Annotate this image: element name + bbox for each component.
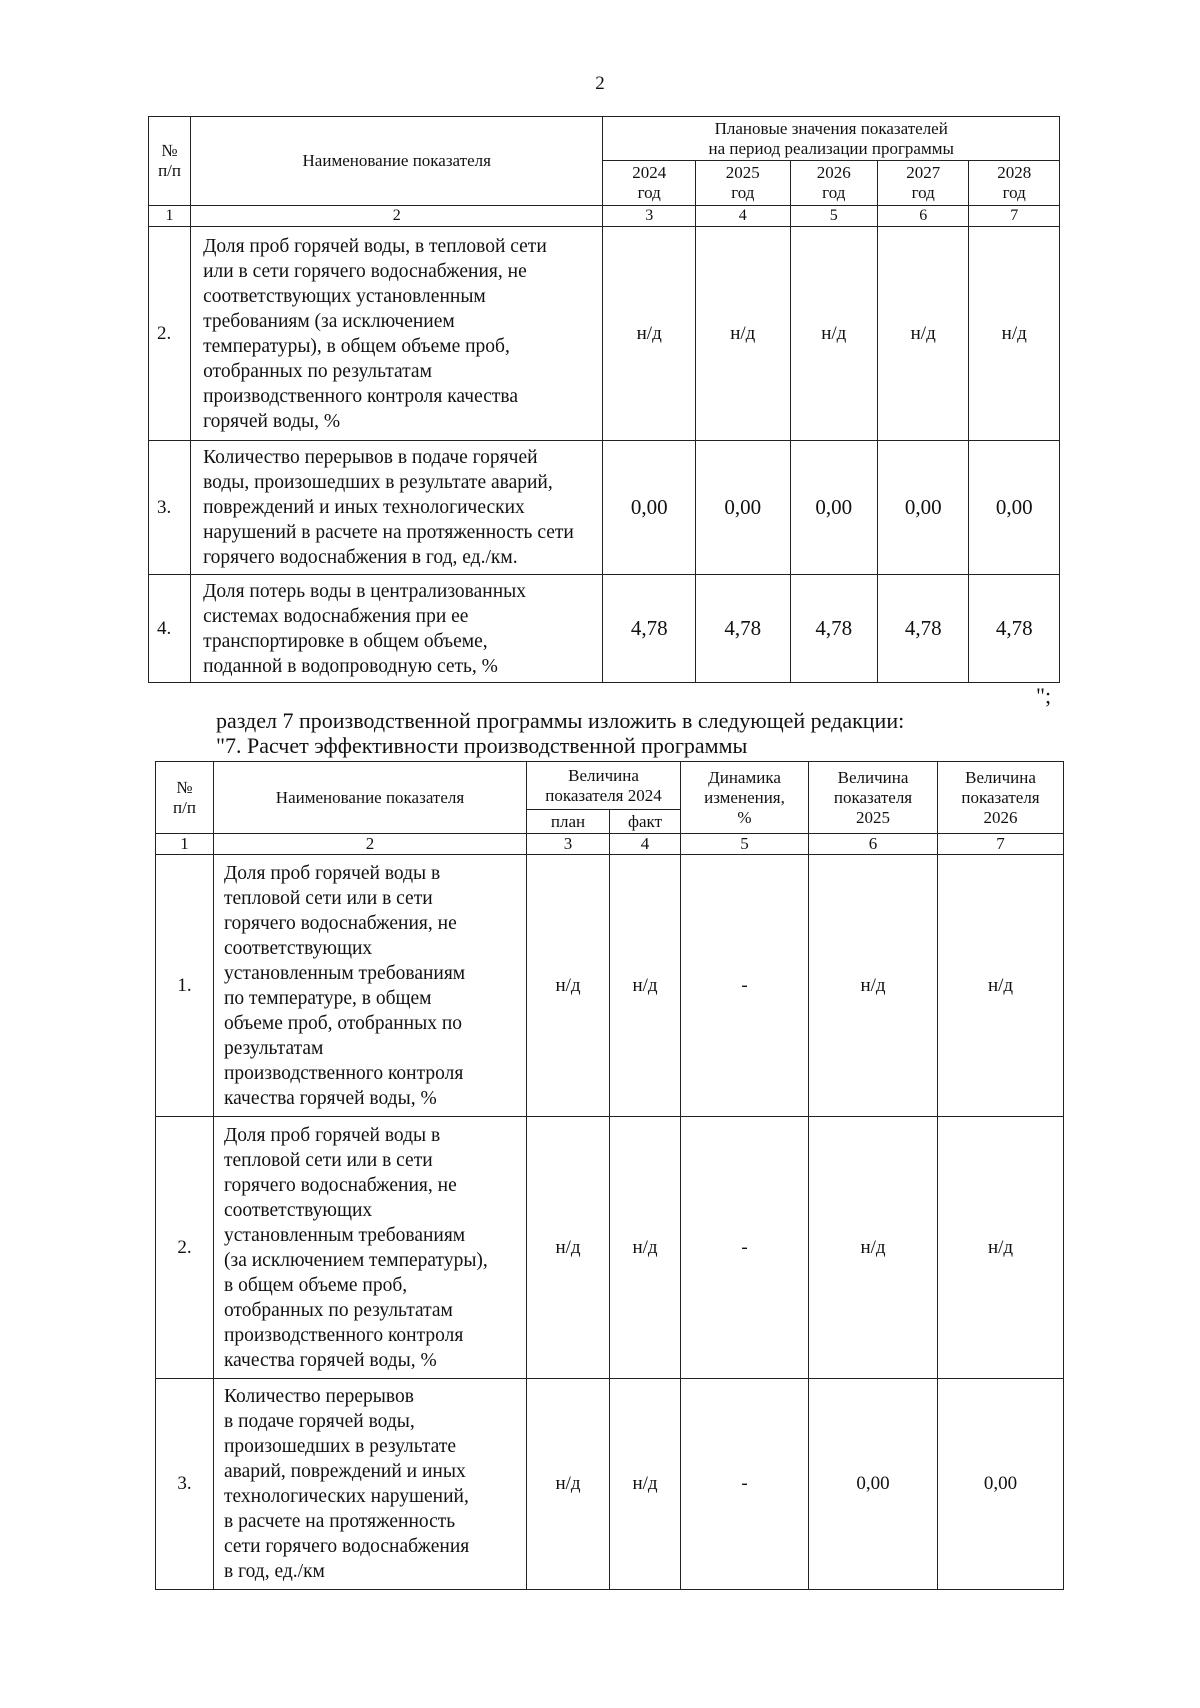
table-row: 3. Количество перерывов в подаче горячей воды, произошедших в результате аварий, повреждений и иных технологических нарушений в расчете на протяженность сети горячего водоснабжения в год, ед./км. 0,00 0,00 0,00 0,00 0,00	[149, 441, 1060, 575]
header-number-col: № п/п	[156, 762, 214, 834]
header-fact: факт	[610, 810, 681, 834]
table-row: 4. Доля потерь воды в централизованных системах водоснабжения при ее транспортировке в общем объеме, поданной в водопроводную сеть, % 4,78 4,78 4,78 4,78 4,78	[149, 575, 1060, 683]
header-planned-values-group: Плановые значения показателей на период реализации программы	[603, 117, 1060, 161]
column-numbers-row: 1 2 3 4 5 6 7	[149, 206, 1060, 227]
header-value-2025: Величина показателя 2025	[809, 762, 938, 834]
efficiency-calculation-table	[155, 761, 1064, 1590]
header-year-2028: 2028 год	[969, 161, 1060, 206]
table-row: 2. Доля проб горячей воды, в тепловой сети или в сети горячего водоснабжения, не соответствующих установленным требованиям (за исключением температуры), в общем объеме проб, отобранных по результатам производственного контроля качества горячей воды, % н/д н/д н/д н/д н/д	[149, 227, 1060, 441]
indicator-name: Доля проб горячей воды, в тепловой сети или в сети горячего водоснабжения, не соответствующих установленным требованиям (за исключением температуры), в общем объеме проб, отобранных по результатам производственного контроля качества горячей воды, %	[191, 227, 603, 441]
page-number: 2	[595, 73, 605, 94]
header-dynamics: Динамика изменения, %	[681, 762, 809, 834]
table-row: 2. Доля проб горячей воды в тепловой сети или в сети горячего водоснабжения, не соответствующих установленным требованиям (за исключением температуры), в общем объеме проб, отобранных по результатам производственного контроля качества горячей воды, % н/д н/д - н/д н/д	[156, 1117, 1064, 1379]
header-year-2026: 2026 год	[790, 161, 877, 206]
column-numbers-row: 1 2 3 4 5 6 7	[156, 834, 1064, 855]
header-plan: план	[527, 810, 610, 834]
header-value-2024-group: Величина показателя 2024	[527, 762, 681, 810]
indicator-name: Доля проб горячей воды в тепловой сети или в сети горячего водоснабжения, не соответствующих установленным требованиям по температуре, в общем объеме проб, отобранных по результатам производственного контроля качества горячей воды, %	[214, 855, 527, 1117]
header-year-2025: 2025 год	[695, 161, 790, 206]
indicator-name: Доля потерь воды в централизованных системах водоснабжения при ее транспортировке в общем объеме, поданной в водопроводную сеть, %	[191, 575, 603, 683]
header-name-col: Наименование показателя	[191, 117, 603, 206]
closing-quote: ";	[1036, 683, 1052, 708]
planned-indicators-table	[148, 116, 1060, 683]
header-number-col: № п/п	[149, 117, 191, 206]
header-name-col: Наименование показателя	[214, 762, 527, 834]
section-heading: "7. Расчет эффективности производственной программы	[216, 733, 748, 758]
header-value-2026: Величина показателя 2026	[938, 762, 1064, 834]
table-row: 3. Количество перерывов в подаче горячей воды, произошедших в результате аварий, повреждений и иных технологических нарушений, в расчете на протяженность сети горячего водоснабжения в год, ед./км н/д н/д - 0,00 0,00	[156, 1379, 1064, 1590]
instruction-paragraph: раздел 7 производственной программы изложить в следующей редакции:	[216, 708, 905, 733]
header-year-2027: 2027 год	[877, 161, 969, 206]
indicator-name: Количество перерывов в подаче горячей воды, произошедших в результате аварий, повреждений и иных технологических нарушений в расчете на протяженность сети горячего водоснабжения в год, ед./км.	[191, 441, 603, 575]
header-year-2024: 2024 год	[603, 161, 696, 206]
table-row: 1. Доля проб горячей воды в тепловой сети или в сети горячего водоснабжения, не соответствующих установленным требованиям по температуре, в общем объеме проб, отобранных по результатам производственного контроля качества горячей воды, % н/д н/д - н/д н/д	[156, 855, 1064, 1117]
indicator-name: Количество перерывов в подаче горячей воды, произошедших в результате аварий, повреждений и иных технологических нарушений, в расчете на протяженность сети горячего водоснабжения в год, ед./км	[214, 1379, 527, 1590]
indicator-name: Доля проб горячей воды в тепловой сети или в сети горячего водоснабжения, не соответствующих установленным требованиям (за исключением температуры), в общем объеме проб, отобранных по результатам производственного контроля качества горячей воды, %	[214, 1117, 527, 1379]
